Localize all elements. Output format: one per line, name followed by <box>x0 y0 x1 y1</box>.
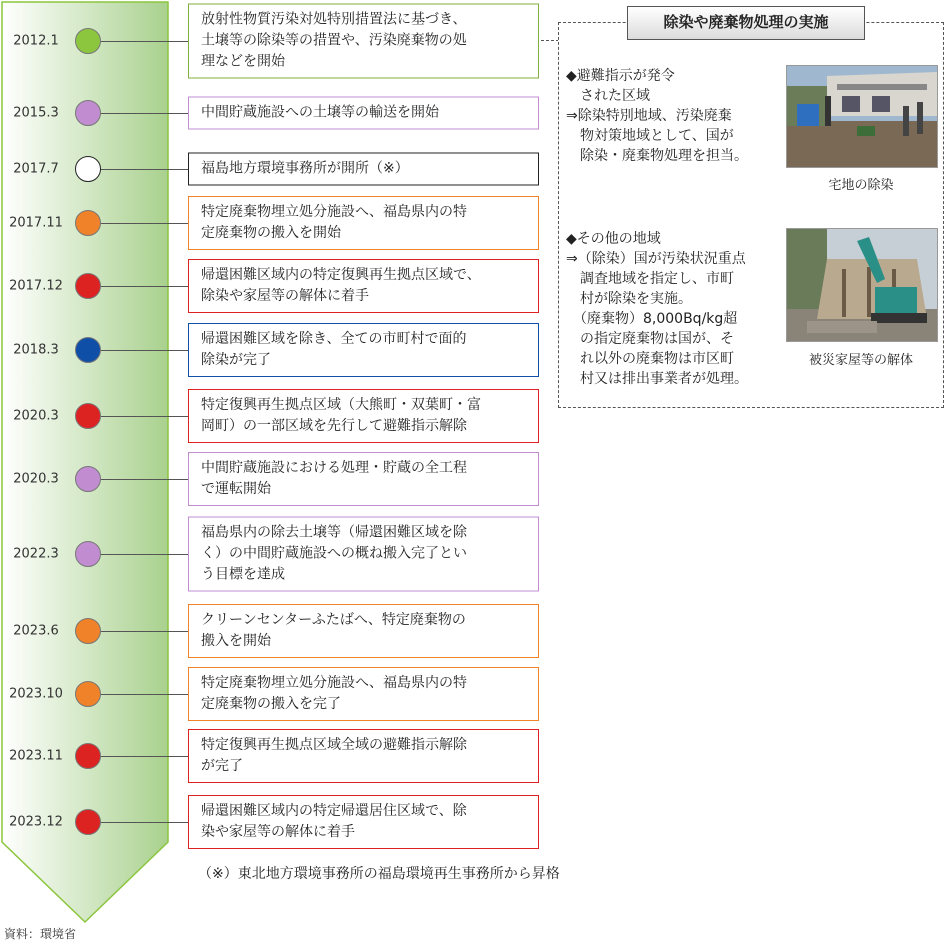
panel-text-line: ⇒除染特別地域、汚染廃棄 <box>566 108 732 124</box>
decontamination-photo <box>786 65 938 168</box>
status-dot <box>75 541 101 567</box>
event-text-line: 搬入を開始 <box>201 633 271 649</box>
timeline-row <box>0 86 540 140</box>
panel-text-line: 村又は排出事業者が処理。 <box>566 371 748 387</box>
event-text-line: 定廃棄物の搬入を完了 <box>201 696 341 712</box>
event-box <box>188 795 539 849</box>
timeline-row <box>0 196 540 250</box>
event-box <box>188 517 539 592</box>
connector-line <box>101 554 188 555</box>
event-text-line: 特定廃棄物埋立処分施設へ、福島県内の特 <box>201 204 467 220</box>
timeline-row <box>0 667 540 721</box>
event-text-line: 定廃棄物の搬入を開始 <box>201 225 341 241</box>
connector-line <box>101 631 188 632</box>
panel-title: 除染や廃棄物処理の実施 <box>627 6 865 40</box>
status-dot <box>75 809 101 835</box>
event-date: 2012.1 <box>13 33 59 49</box>
panel-text-line: れ以外の廃棄物は市区町 <box>566 351 734 367</box>
event-text-line: 除染が完了 <box>201 352 271 368</box>
panel-text-line: 物対策地域として、国が <box>566 128 734 144</box>
status-dot <box>75 156 101 182</box>
event-text-line: 帰還困難区域内の特定復興再生拠点区域で、 <box>201 267 481 283</box>
panel-text-line: ◆その他の地域 <box>566 231 661 247</box>
timeline-row <box>0 323 540 377</box>
event-box <box>188 153 539 186</box>
event-date: 2023.10 <box>9 686 63 702</box>
connector-line <box>101 223 188 224</box>
photo-caption: 宅地の除染 <box>828 178 894 193</box>
photo-caption: 被災家屋等の解体 <box>808 353 913 368</box>
event-box <box>188 604 539 658</box>
event-date: 2015.3 <box>13 105 59 121</box>
event-box <box>188 452 539 506</box>
panel-connector <box>541 40 559 41</box>
event-text-line: 放射性物質汚染対処特別措置法に基づき、 <box>201 11 467 28</box>
event-text-line: 中間貯蔵施設への土壌等の輸送を開始 <box>201 104 439 121</box>
connector-line <box>101 41 188 42</box>
connector-line <box>101 822 188 823</box>
status-dot <box>75 28 101 54</box>
timeline-row <box>0 142 540 196</box>
connector-line <box>101 169 188 170</box>
footnote: （※）東北地方環境事務所の福島環境再生事務所から昇格 <box>198 866 560 882</box>
event-text-line: 帰還困難区域を除き、全ての市町村で面的 <box>201 331 467 347</box>
panel-section-evacuation <box>566 66 748 166</box>
event-date: 2017.7 <box>13 161 59 177</box>
event-date: 2022.3 <box>13 546 59 562</box>
event-date: 2017.12 <box>9 278 63 294</box>
event-text-line: 特定復興再生拠点区域（大熊町・双葉町・富 <box>201 397 481 413</box>
timeline-row <box>0 729 540 783</box>
panel-text-line: 調査地域を指定し、市町 <box>566 271 734 287</box>
status-dot <box>75 681 101 707</box>
event-text-line: う目標を達成 <box>201 566 285 583</box>
event-box <box>188 259 539 313</box>
panel-text-line: ◆避難指示が発令 <box>566 68 675 84</box>
timeline-row <box>0 12 540 70</box>
panel-text-line: の指定廃棄物は国が、そ <box>566 331 734 347</box>
timeline-row <box>0 259 540 313</box>
status-dot <box>75 618 101 644</box>
timeline-row <box>0 604 540 658</box>
connector-line <box>101 350 188 351</box>
source-note: 資料：環境省 <box>4 927 77 941</box>
event-date: 2020.3 <box>13 408 59 424</box>
panel-text-line: ⇒（除染）国が汚染状況重点 <box>566 251 746 267</box>
status-dot <box>75 337 101 363</box>
event-text-line: 染や家屋等の解体に着手 <box>201 824 355 840</box>
event-date: 2020.3 <box>13 471 59 487</box>
connector-line <box>101 113 188 114</box>
connector-line <box>101 694 188 695</box>
event-text-line: 福島地方環境事務所が開所（※） <box>201 160 409 177</box>
status-dot <box>75 210 101 236</box>
connector-line <box>101 416 188 417</box>
panel-text-line: （廃棄物）8,000Bq/kg超 <box>566 311 738 327</box>
event-text-line: 土壌等の除染等の措置や、汚染廃棄物の処 <box>201 32 467 49</box>
status-dot <box>75 743 101 769</box>
event-text-line: 除染や家屋等の解体に着手 <box>201 288 369 304</box>
timeline-row <box>0 514 540 594</box>
event-text-line: く）の中間貯蔵施設への概ね搬入完了とい <box>201 545 467 562</box>
panel-section-other <box>566 229 748 389</box>
timeline-row <box>0 795 540 849</box>
event-text-line: 岡町）の一部区域を先行して避難指示解除 <box>201 418 467 434</box>
event-date: 2017.11 <box>9 215 63 231</box>
panel-text-line: 村が除染を実施。 <box>566 291 692 307</box>
panel-text-line: 除染・廃棄物処理を担当。 <box>566 148 748 164</box>
status-dot <box>75 100 101 126</box>
connector-line <box>101 286 188 287</box>
event-date: 2018.3 <box>13 342 59 358</box>
event-text-line: 帰還困難区域内の特定帰還居住区域で、除 <box>201 803 467 819</box>
event-box <box>188 97 539 130</box>
event-box <box>188 729 539 783</box>
event-text-line: 福島県内の除去土壌等（帰還困難区域を除 <box>201 524 467 541</box>
event-box <box>188 196 539 250</box>
event-text-line: で運転開始 <box>201 481 271 497</box>
timeline-row <box>0 389 540 443</box>
event-box <box>188 4 539 79</box>
event-date: 2023.6 <box>13 623 59 639</box>
event-text-line: 理などを開始 <box>201 53 285 70</box>
event-box <box>188 389 539 443</box>
event-text-line: 特定廃棄物埋立処分施設へ、福島県内の特 <box>201 675 467 691</box>
event-date: 2023.12 <box>9 814 63 830</box>
panel-text-line: された区域 <box>566 88 650 104</box>
status-dot <box>75 273 101 299</box>
event-box <box>188 667 539 721</box>
event-text-line: が完了 <box>201 758 243 774</box>
connector-line <box>101 756 188 757</box>
demolition-photo <box>786 228 938 342</box>
event-text-line: 中間貯蔵施設における処理・貯蔵の全工程 <box>201 460 467 476</box>
status-dot <box>75 466 101 492</box>
event-box <box>188 323 539 377</box>
event-text-line: クリーンセンターふたばへ、特定廃棄物の <box>201 612 466 628</box>
status-dot <box>75 403 101 429</box>
event-text-line: 特定復興再生拠点区域全域の避難指示解除 <box>201 737 467 753</box>
connector-line <box>101 479 188 480</box>
timeline-row <box>0 452 540 506</box>
event-date: 2023.11 <box>9 748 63 764</box>
